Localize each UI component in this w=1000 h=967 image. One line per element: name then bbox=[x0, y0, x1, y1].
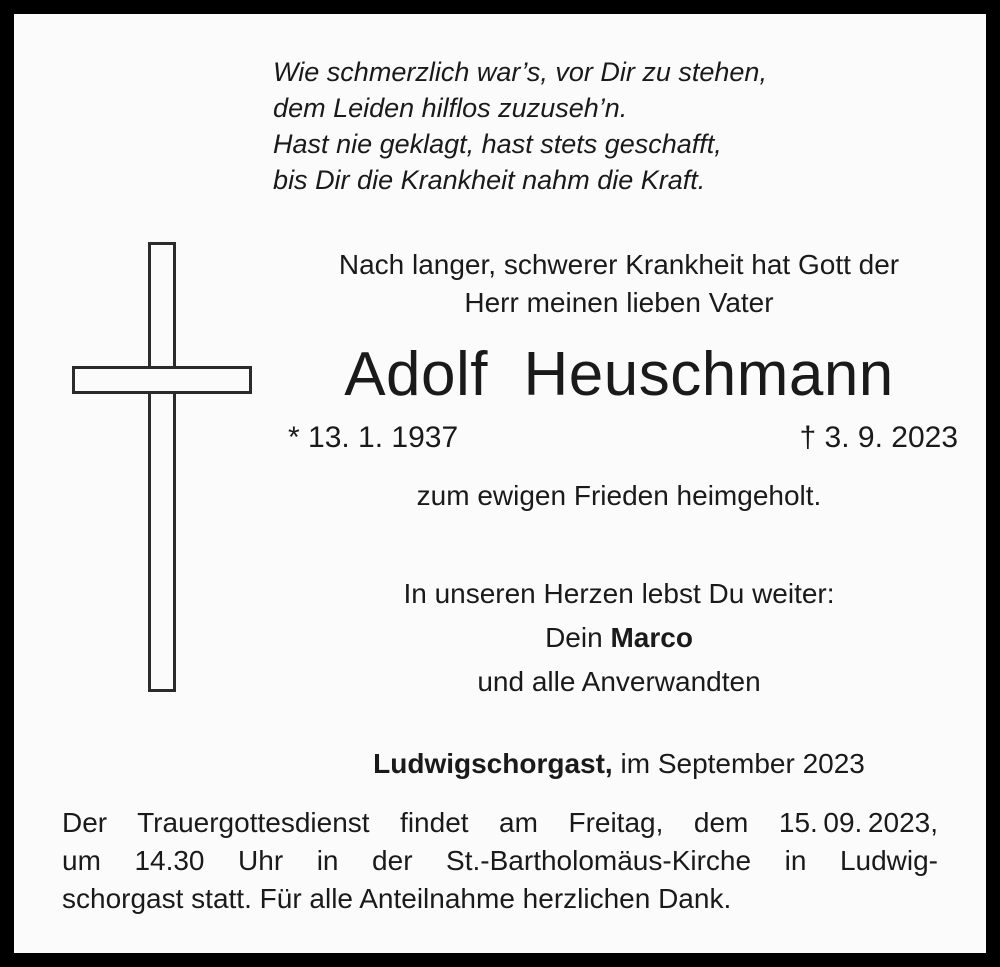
verse-lines bbox=[273, 54, 767, 198]
verse-line-4: bis Dir die Krankheit nahm die Kraft. bbox=[273, 165, 706, 195]
service-line-2: um 14.30 Uhr in der St.-Bartholomäus-Kirche in Ludwig- bbox=[62, 845, 938, 876]
notice-paper bbox=[14, 14, 986, 953]
verse-line-1: Wie schmerzlich war’s, vor Dir zu stehen, bbox=[273, 57, 767, 87]
memory-line-1: In unseren Herzen lebst Du weiter: bbox=[403, 578, 835, 609]
memory-line-3: und alle Anverwandten bbox=[477, 666, 761, 697]
birth-date: * 13. 1. 1937 bbox=[288, 421, 459, 454]
death-date: † 3. 9. 2023 bbox=[799, 421, 958, 454]
place-month: im September 2023 bbox=[612, 748, 865, 779]
intro-text bbox=[262, 246, 976, 322]
survivor-name: Marco bbox=[610, 622, 693, 653]
memory-line-2 bbox=[262, 616, 976, 660]
after-death-line: zum ewigen Frieden heimgeholt. bbox=[416, 480, 822, 511]
service-line-3: schorgast statt. Für alle Anteilnahme herzlichen Dank. bbox=[62, 883, 732, 914]
memory-relation: Dein bbox=[545, 622, 611, 653]
cross-joint bbox=[151, 369, 173, 391]
place-and-date bbox=[262, 746, 976, 782]
life-dates bbox=[262, 420, 976, 456]
place-city: Ludwigschorgast, bbox=[373, 748, 613, 779]
cross-vertical-bar bbox=[148, 242, 176, 692]
christian-cross-icon bbox=[72, 242, 252, 692]
main-text-column bbox=[262, 246, 976, 782]
verse-line-3: Hast nie geklagt, hast stets geschafft, bbox=[273, 129, 722, 159]
service-line-1: Der Trauergottesdienst findet am Freitag, dem 15. 09. 2023, bbox=[62, 807, 938, 838]
verse-block bbox=[14, 54, 986, 198]
intro-line-1: Nach langer, schwerer Krankheit hat Gott der bbox=[338, 249, 900, 280]
memory-block bbox=[262, 572, 976, 704]
service-details bbox=[62, 804, 938, 918]
deceased-name: Adolf Heuschmann bbox=[344, 340, 894, 409]
verse-line-2: dem Leiden hilflos zuzuseh’n. bbox=[273, 93, 628, 123]
intro-line-2: Herr meinen lieben Vater bbox=[464, 287, 774, 318]
